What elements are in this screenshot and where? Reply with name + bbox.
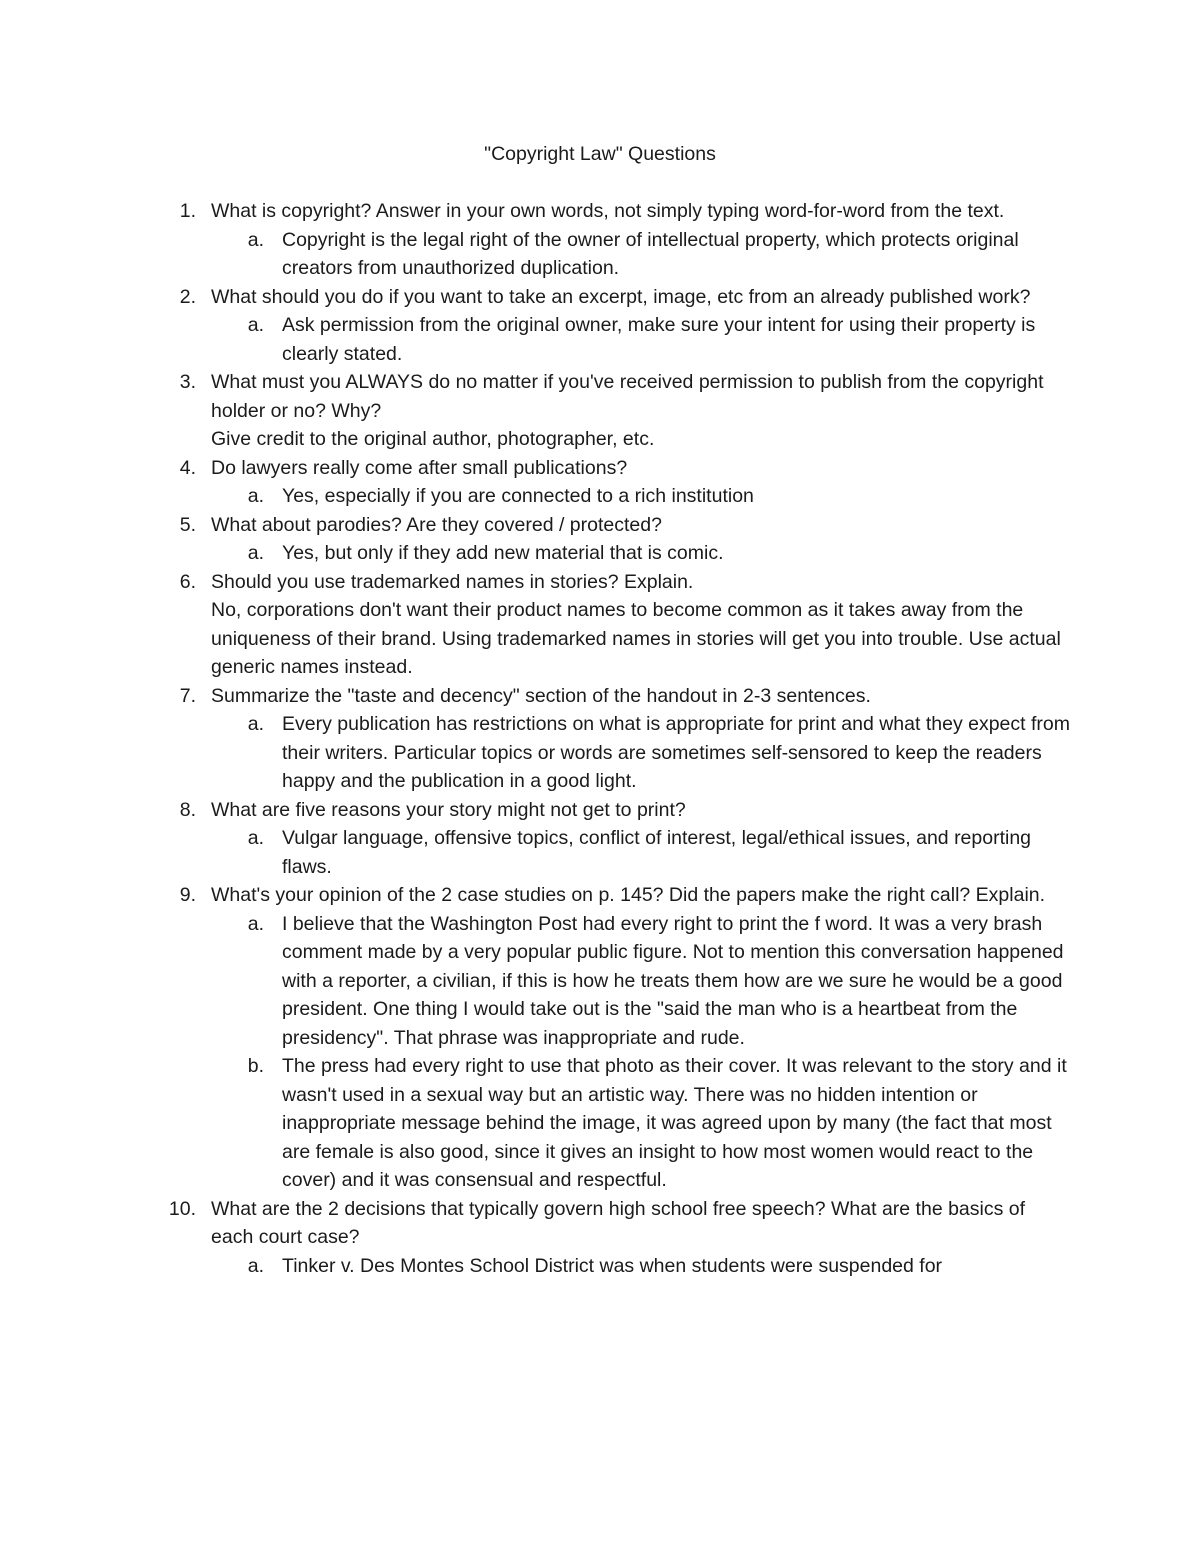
question-item xyxy=(0,568,1200,682)
answer-letter: a. xyxy=(247,314,264,336)
question-number: 8. xyxy=(179,798,196,821)
question-item xyxy=(0,682,1200,796)
question-number: 4. xyxy=(179,456,196,479)
answer-item xyxy=(211,910,1071,1053)
answer-text: Copyright is the legal right of the owner of intellectual property, which protects original creators from unauthorized duplication. xyxy=(282,228,1019,279)
question-number: 9. xyxy=(179,884,196,906)
question-text: What's your opinion of the 2 case studies on p. 145? Did the papers make the right call? Explain. xyxy=(211,884,1046,906)
answer-list xyxy=(211,710,1071,796)
answer-letter: a. xyxy=(247,542,264,564)
question-item xyxy=(0,796,1200,882)
answer-text: Ask permission from the original owner, make sure your intent for using their property is clearly stated. xyxy=(282,314,1036,365)
question-text: What must you ALWAYS do no matter if you've received permission to publish from the copyright holder or no? Why? xyxy=(211,371,1044,422)
question-item xyxy=(0,511,1200,568)
question-item xyxy=(0,283,1200,369)
answer-text: Vulgar language, offensive topics, conflict of interest, legal/ethical issues, and reporting flaws. xyxy=(282,827,1032,878)
answer-item xyxy=(211,1252,1071,1281)
answer-item xyxy=(211,311,1071,368)
answer-letter: a. xyxy=(247,912,264,935)
answer-text: Yes, but only if they add new material that is comic. xyxy=(282,542,724,564)
question-item xyxy=(0,1195,1200,1281)
answer-letter: b. xyxy=(247,1055,264,1077)
document-title: "Copyright Law" Questions xyxy=(484,143,716,165)
question-number: 1. xyxy=(179,200,196,222)
answer-list xyxy=(211,226,1071,283)
answer-text: The press had every right to use that photo as their cover. It was relevant to the story and it wasn't used in a sexual way but an artistic way. There was no hidden intention or inappropriate message behind the image, it was agreed upon by many (the fact that most are female is also good, since it gives an insight to how most women would react to the cover) and it was consensual and respectful. xyxy=(282,1055,1067,1191)
answer-text: Give credit to the original author, photographer, etc. xyxy=(211,428,655,450)
answer-text: I believe that the Washington Post had every right to print the f word. It was a very brash comment made by a very popular public figure. Not to mention this conversation happened with a reporter, a civilian, if this is how he treats them how are we sure he would be a good president. One thing I would take out is the "said the man who is a heartbeat from the presidency". That phrase was inappropriate and rude. xyxy=(282,912,1064,1049)
question-text: What are the 2 decisions that typically govern high school free speech? What are the basics of each court case? xyxy=(211,1197,1026,1248)
question-item xyxy=(0,454,1200,511)
question-text: Do lawyers really come after small publications? xyxy=(211,456,628,479)
question-text: Summarize the "taste and decency" section of the handout in 2-3 sentences. xyxy=(211,684,871,707)
answer-text: Every publication has restrictions on what is appropriate for print and what they expect from their writers. Particular topics or words are sometimes self-sensored to keep the readers happy and the publication in a good light. xyxy=(282,713,1070,792)
answer-item xyxy=(211,226,1071,283)
answer-list xyxy=(211,311,1071,368)
question-text: What are five reasons your story might not get to print? xyxy=(211,798,686,821)
question-number: 3. xyxy=(179,371,196,393)
question-list xyxy=(0,197,1200,1280)
question-item xyxy=(0,881,1200,1195)
question-item xyxy=(0,368,1200,454)
answer-letter: a. xyxy=(247,1254,264,1277)
answer-text: No, corporations don't want their product names to become common as it takes away from the uniqueness of their brand. Using trademarked names in stories will get you into trouble. Use actual generic names instead. xyxy=(211,599,1061,678)
question-text: What should you do if you want to take an excerpt, image, etc from an already published work? xyxy=(211,285,1031,308)
answer-item xyxy=(211,824,1071,881)
question-number: 7. xyxy=(179,684,196,707)
question-text: What about parodies? Are they covered / protected? xyxy=(211,513,662,536)
question-number: 6. xyxy=(179,570,196,593)
answer-item xyxy=(211,539,1071,568)
question-text: Should you use trademarked names in stories? Explain. xyxy=(211,570,694,593)
answer-letter: a. xyxy=(247,485,264,507)
question-number: 10. xyxy=(168,1197,196,1220)
answer-list xyxy=(211,1252,1071,1281)
question-item xyxy=(0,197,1200,283)
answer-list xyxy=(211,824,1071,881)
answer-list xyxy=(211,539,1071,568)
question-text: What is copyright? Answer in your own words, not simply typing word-for-word from the text. xyxy=(211,200,1005,222)
answer-text: Tinker v. Des Montes School District was when students were suspended for xyxy=(282,1254,943,1277)
answer-list xyxy=(211,482,1071,511)
answer-letter: a. xyxy=(247,228,264,251)
answer-item xyxy=(211,1052,1071,1195)
question-number: 2. xyxy=(179,285,196,308)
answer-list xyxy=(211,910,1071,1195)
answer-letter: a. xyxy=(247,713,264,735)
answer-letter: a. xyxy=(247,827,264,849)
answer-text: Yes, especially if you are connected to a rich institution xyxy=(282,485,754,507)
question-number: 5. xyxy=(179,513,196,536)
answer-item xyxy=(211,482,1071,511)
answer-item xyxy=(211,710,1071,796)
